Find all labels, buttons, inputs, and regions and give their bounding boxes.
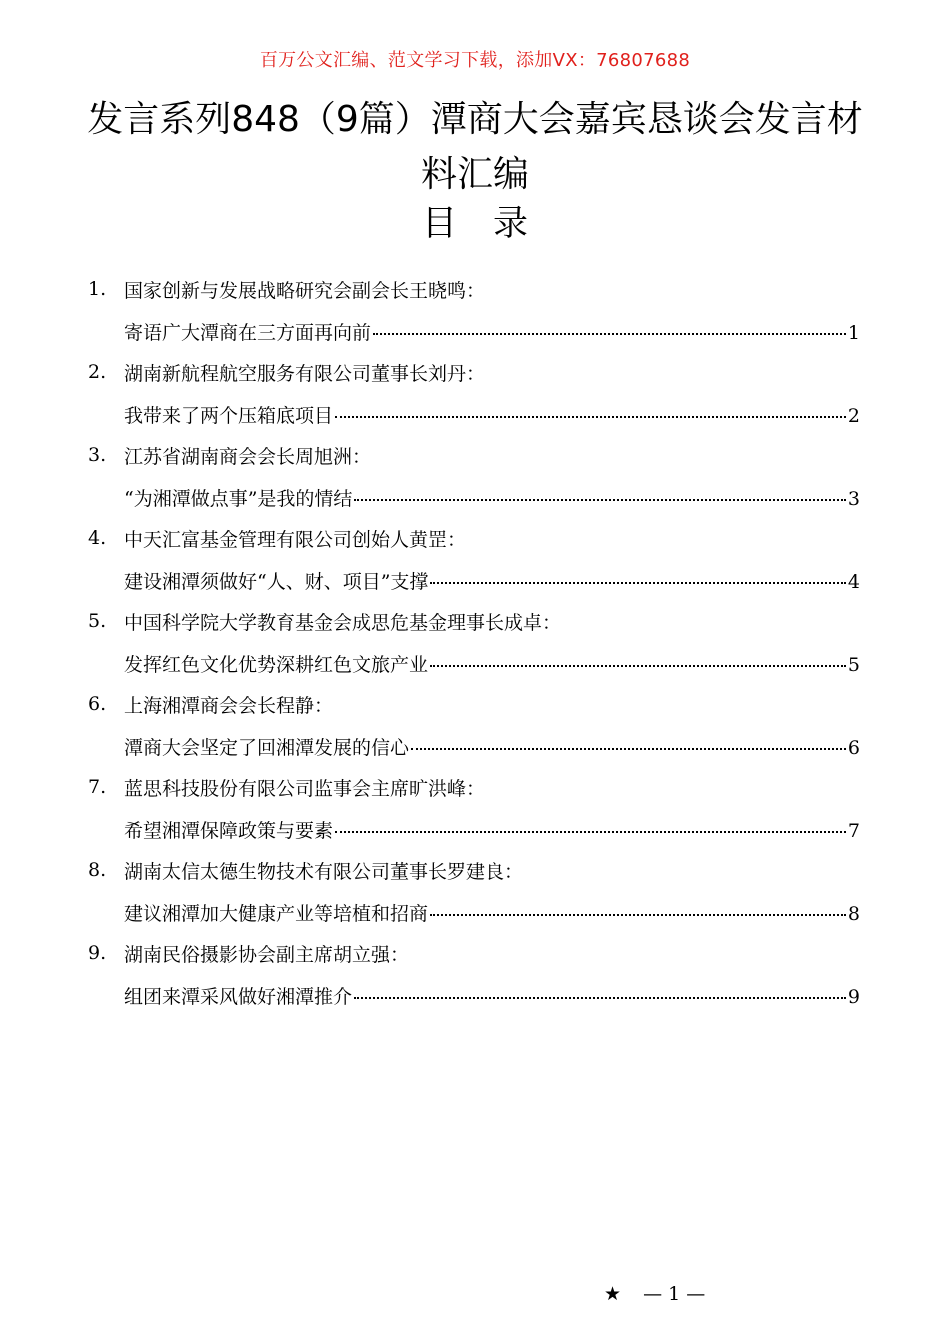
toc-entry[interactable]: [88, 519, 860, 602]
dot-leader: [335, 830, 846, 833]
toc-entry-page: 1: [847, 322, 860, 344]
toc-entry-speaker: 湖南新航程航空服务有限公司董事长刘丹：: [124, 363, 486, 385]
toc-entry-page: 4: [847, 571, 860, 593]
dot-leader: [354, 996, 846, 999]
dot-leader: [354, 498, 845, 501]
toc-entry-number: 9.: [88, 942, 107, 964]
toc-entry-topic: 寄语广大潭商在三方面再向前: [124, 322, 372, 344]
toc-entry-page: 8: [847, 903, 860, 925]
toc-entry-speaker: 上海湘潭商会会长程静：: [124, 695, 334, 717]
toc-entry-topic: 发挥红色文化优势深耕红色文旅产业: [124, 654, 429, 676]
page-number: — 1 —: [643, 1283, 706, 1305]
toc-entry-topic: 组团来潭采风做好湘潭推介: [124, 986, 353, 1008]
toc-entry-speaker: 中天汇富基金管理有限公司创始人黄罡：: [124, 529, 467, 551]
toc-entry[interactable]: [88, 353, 860, 436]
toc-entry-topic: 我带来了两个压箱底项目: [124, 405, 334, 427]
toc-entry-number: 5.: [88, 610, 107, 632]
dot-leader: [373, 332, 846, 335]
dot-leader: [430, 664, 846, 667]
dot-leader: [335, 415, 846, 418]
dot-leader: [430, 581, 845, 584]
document-title: 发言系列848（9篇）潭商大会嘉宾恳谈会发言材料汇编: [87, 99, 863, 195]
toc-entry-speaker: 国家创新与发展战略研究会副会长王晓鸣：: [124, 280, 486, 302]
toc-entry-page: 3: [847, 488, 860, 510]
toc-entry-topic: 潭商大会坚定了回湘潭发展的信心: [124, 737, 410, 759]
page-footer: [604, 1283, 705, 1305]
toc-entry-number: 7.: [88, 776, 107, 798]
toc-entry[interactable]: [88, 851, 860, 934]
toc-entry-topic: 建设湘潭须做好“人、财、项目”支撑: [124, 571, 429, 593]
toc-entry-page: 7: [847, 820, 860, 842]
toc-entry-number: 1.: [88, 278, 107, 300]
toc-entry-speaker: 江苏省湖南商会会长周旭洲：: [124, 446, 372, 468]
toc-entry-number: 6.: [88, 693, 107, 715]
download-banner: 百万公文汇编、范文学习下载，添加VX：76807688: [259, 50, 691, 71]
toc-entry-number: 3.: [88, 444, 107, 466]
toc-entry[interactable]: [88, 270, 860, 353]
toc-heading: 目录: [421, 204, 564, 244]
toc-entry-number: 4.: [88, 527, 107, 549]
toc-entry-page: 2: [847, 405, 860, 427]
dot-leader: [411, 747, 846, 750]
table-of-contents: [88, 270, 860, 1017]
toc-entry[interactable]: [88, 602, 860, 685]
toc-entry-number: 8.: [88, 859, 107, 881]
toc-entry-page: 5: [847, 654, 860, 676]
toc-entry[interactable]: [88, 768, 860, 851]
toc-entry-topic: 建议湘潭加大健康产业等培植和招商: [124, 903, 429, 925]
toc-entry-speaker: 湖南太信太德生物技术有限公司董事长罗建良：: [124, 861, 524, 883]
toc-entry-speaker: 湖南民俗摄影协会副主席胡立强：: [124, 944, 410, 966]
toc-entry-speaker: 中国科学院大学教育基金会成思危基金理事长成卓：: [124, 612, 562, 634]
toc-entry[interactable]: [88, 685, 860, 768]
toc-entry-topic: 希望湘潭保障政策与要素: [124, 820, 334, 842]
dot-leader: [430, 913, 846, 916]
toc-entry-speaker: 蓝思科技股份有限公司监事会主席旷洪峰：: [124, 778, 486, 800]
toc-entry[interactable]: [88, 436, 860, 519]
star-icon: ★: [604, 1283, 622, 1305]
toc-entry[interactable]: [88, 934, 860, 1017]
toc-entry-page: 6: [847, 737, 860, 759]
toc-entry-page: 9: [847, 986, 860, 1008]
toc-entry-number: 2.: [88, 361, 107, 383]
toc-entry-topic: “为湘潭做点事”是我的情结: [124, 488, 353, 510]
